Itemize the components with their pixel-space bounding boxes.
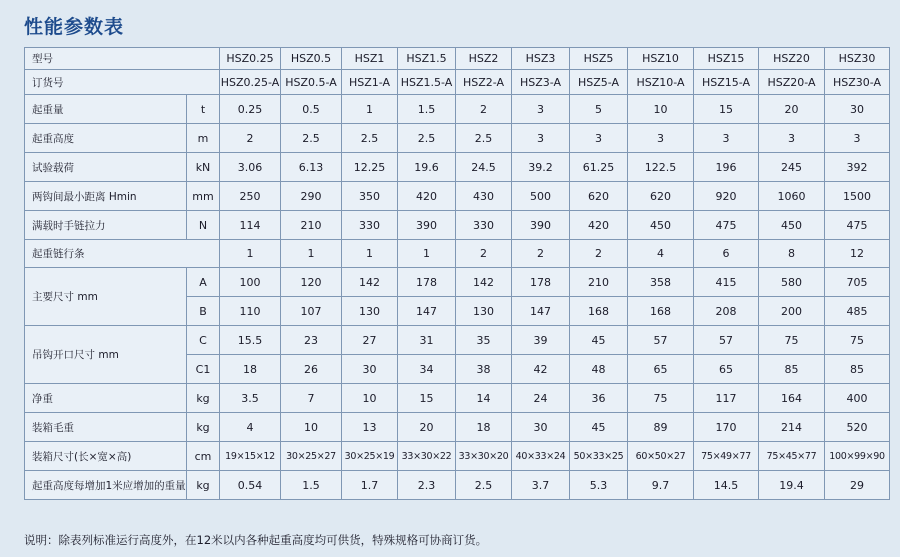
cell-A: 100 — [220, 268, 281, 297]
cell-C: 75 — [825, 326, 890, 355]
cell-box: 100×99×90 — [825, 442, 890, 471]
cell-net: 10 — [342, 384, 398, 413]
row-label-net: 净重 — [25, 384, 187, 413]
cell-extra: 29 — [825, 471, 890, 500]
cell-net: 7 — [281, 384, 342, 413]
cell-testload: 122.5 — [628, 153, 694, 182]
table-row-load — [25, 95, 890, 124]
sub-label-A: A — [187, 268, 220, 297]
cell-gross: 170 — [694, 413, 759, 442]
cell-model: HSZ1 — [342, 48, 398, 70]
cell-hmin: 420 — [398, 182, 456, 211]
cell-box: 33×30×20 — [456, 442, 512, 471]
page-title: 性能参数表 — [24, 16, 125, 38]
cell-extra: 9.7 — [628, 471, 694, 500]
cell-C1: 18 — [220, 355, 281, 384]
cell-model: HSZ15 — [694, 48, 759, 70]
unit-net: kg — [187, 384, 220, 413]
cell-gross: 18 — [456, 413, 512, 442]
cell-order: HSZ30-A — [825, 70, 890, 95]
row-label-extra: 起重高度每增加1米应增加的重量 — [25, 471, 187, 500]
cell-load: 1.5 — [398, 95, 456, 124]
cell-chains: 1 — [220, 240, 281, 268]
cell-net: 400 — [825, 384, 890, 413]
cell-order: HSZ2-A — [456, 70, 512, 95]
cell-B: 485 — [825, 297, 890, 326]
cell-chains: 8 — [759, 240, 825, 268]
cell-B: 110 — [220, 297, 281, 326]
cell-chains: 2 — [570, 240, 628, 268]
row-label-model: 型号 — [25, 48, 220, 70]
cell-B: 147 — [398, 297, 456, 326]
cell-order: HSZ3-A — [512, 70, 570, 95]
cell-hmin: 250 — [220, 182, 281, 211]
cell-load: 1 — [342, 95, 398, 124]
cell-C: 15.5 — [220, 326, 281, 355]
cell-height: 3 — [628, 124, 694, 153]
cell-box: 40×33×24 — [512, 442, 570, 471]
cell-load: 20 — [759, 95, 825, 124]
cell-testload: 196 — [694, 153, 759, 182]
cell-B: 200 — [759, 297, 825, 326]
cell-C1: 85 — [759, 355, 825, 384]
cell-A: 178 — [398, 268, 456, 297]
unit-box: cm — [187, 442, 220, 471]
cell-hmin: 350 — [342, 182, 398, 211]
cell-model: HSZ10 — [628, 48, 694, 70]
table-row-order — [25, 70, 890, 95]
table-row-box — [25, 442, 890, 471]
unit-gross: kg — [187, 413, 220, 442]
cell-model: HSZ0.5 — [281, 48, 342, 70]
table-row-testload — [25, 153, 890, 182]
row-label-testload: 试验载荷 — [25, 153, 187, 182]
cell-B: 107 — [281, 297, 342, 326]
cell-pull: 330 — [342, 211, 398, 240]
table-row-gross — [25, 413, 890, 442]
cell-testload: 19.6 — [398, 153, 456, 182]
cell-net: 75 — [628, 384, 694, 413]
table-row-hmin — [25, 182, 890, 211]
cell-C1: 34 — [398, 355, 456, 384]
cell-C1: 85 — [825, 355, 890, 384]
cell-B: 168 — [570, 297, 628, 326]
sub-label-C1: C1 — [187, 355, 220, 384]
cell-pull: 475 — [694, 211, 759, 240]
cell-chains: 2 — [512, 240, 570, 268]
cell-order: HSZ1.5-A — [398, 70, 456, 95]
cell-hmin: 500 — [512, 182, 570, 211]
row-label-box: 装箱尺寸(长×宽×高) — [25, 442, 187, 471]
table-row-extra — [25, 471, 890, 500]
cell-model: HSZ20 — [759, 48, 825, 70]
cell-extra: 2.5 — [456, 471, 512, 500]
cell-C: 35 — [456, 326, 512, 355]
footnote: 说明：除表列标准运行高度外，在12米以内各种起重高度均可供货，特殊规格可协商订货。 — [24, 533, 488, 547]
cell-pull: 450 — [628, 211, 694, 240]
cell-height: 3 — [759, 124, 825, 153]
cell-extra: 2.3 — [398, 471, 456, 500]
cell-A: 210 — [570, 268, 628, 297]
cell-testload: 245 — [759, 153, 825, 182]
cell-model: HSZ5 — [570, 48, 628, 70]
cell-hmin: 1500 — [825, 182, 890, 211]
cell-C1: 65 — [628, 355, 694, 384]
row-label-chains: 起重链行条 — [25, 240, 220, 268]
cell-C1: 42 — [512, 355, 570, 384]
cell-testload: 39.2 — [512, 153, 570, 182]
cell-B: 130 — [456, 297, 512, 326]
cell-order: HSZ15-A — [694, 70, 759, 95]
cell-load: 5 — [570, 95, 628, 124]
cell-A: 142 — [342, 268, 398, 297]
cell-height: 3 — [512, 124, 570, 153]
cell-pull: 330 — [456, 211, 512, 240]
cell-pull: 210 — [281, 211, 342, 240]
cell-order: HSZ0.5-A — [281, 70, 342, 95]
cell-load: 0.5 — [281, 95, 342, 124]
cell-gross: 89 — [628, 413, 694, 442]
cell-C: 31 — [398, 326, 456, 355]
cell-hmin: 620 — [628, 182, 694, 211]
cell-C: 75 — [759, 326, 825, 355]
cell-C: 39 — [512, 326, 570, 355]
cell-chains: 2 — [456, 240, 512, 268]
cell-pull: 390 — [398, 211, 456, 240]
cell-B: 130 — [342, 297, 398, 326]
cell-A: 358 — [628, 268, 694, 297]
sub-label-B: B — [187, 297, 220, 326]
cell-net: 24 — [512, 384, 570, 413]
cell-extra: 5.3 — [570, 471, 628, 500]
cell-B: 147 — [512, 297, 570, 326]
cell-testload: 24.5 — [456, 153, 512, 182]
cell-C: 23 — [281, 326, 342, 355]
cell-net: 3.5 — [220, 384, 281, 413]
cell-order: HSZ20-A — [759, 70, 825, 95]
cell-B: 208 — [694, 297, 759, 326]
table-row-net — [25, 384, 890, 413]
cell-A: 178 — [512, 268, 570, 297]
cell-gross: 10 — [281, 413, 342, 442]
row-label-load: 起重量 — [25, 95, 187, 124]
cell-pull: 114 — [220, 211, 281, 240]
cell-gross: 13 — [342, 413, 398, 442]
unit-load: t — [187, 95, 220, 124]
cell-extra: 1.5 — [281, 471, 342, 500]
group-label-main_dim: 主要尺寸 mm — [25, 268, 187, 326]
cell-box: 75×49×77 — [694, 442, 759, 471]
cell-A: 705 — [825, 268, 890, 297]
row-label-hmin: 两钩间最小距离 Hmin — [25, 182, 187, 211]
cell-model: HSZ3 — [512, 48, 570, 70]
group-label-hook_dim: 吊钩开口尺寸 mm — [25, 326, 187, 384]
cell-hmin: 620 — [570, 182, 628, 211]
cell-box: 75×45×77 — [759, 442, 825, 471]
cell-net: 15 — [398, 384, 456, 413]
cell-extra: 19.4 — [759, 471, 825, 500]
cell-load: 2 — [456, 95, 512, 124]
cell-A: 142 — [456, 268, 512, 297]
cell-testload: 12.25 — [342, 153, 398, 182]
table-row-model — [25, 48, 890, 70]
cell-height: 3 — [570, 124, 628, 153]
cell-gross: 4 — [220, 413, 281, 442]
cell-testload: 61.25 — [570, 153, 628, 182]
cell-net: 36 — [570, 384, 628, 413]
cell-order: HSZ5-A — [570, 70, 628, 95]
spec-table — [24, 47, 890, 500]
cell-C: 27 — [342, 326, 398, 355]
cell-hmin: 1060 — [759, 182, 825, 211]
cell-gross: 520 — [825, 413, 890, 442]
cell-C: 45 — [570, 326, 628, 355]
cell-height: 2 — [220, 124, 281, 153]
unit-hmin: mm — [187, 182, 220, 211]
cell-hmin: 290 — [281, 182, 342, 211]
cell-hmin: 920 — [694, 182, 759, 211]
cell-extra: 1.7 — [342, 471, 398, 500]
cell-order: HSZ0.25-A — [220, 70, 281, 95]
cell-net: 164 — [759, 384, 825, 413]
cell-model: HSZ1.5 — [398, 48, 456, 70]
cell-height: 3 — [694, 124, 759, 153]
cell-chains: 4 — [628, 240, 694, 268]
unit-testload: kN — [187, 153, 220, 182]
table-row-chains — [25, 240, 890, 268]
cell-load: 10 — [628, 95, 694, 124]
cell-box: 50×33×25 — [570, 442, 628, 471]
table-row-C — [25, 326, 890, 355]
cell-testload: 392 — [825, 153, 890, 182]
cell-C1: 30 — [342, 355, 398, 384]
cell-height: 2.5 — [342, 124, 398, 153]
row-label-pull: 满载时手链拉力 — [25, 211, 187, 240]
cell-model: HSZ2 — [456, 48, 512, 70]
cell-pull: 450 — [759, 211, 825, 240]
cell-load: 30 — [825, 95, 890, 124]
unit-pull: N — [187, 211, 220, 240]
cell-load: 3 — [512, 95, 570, 124]
cell-chains: 6 — [694, 240, 759, 268]
cell-order: HSZ1-A — [342, 70, 398, 95]
cell-box: 33×30×22 — [398, 442, 456, 471]
cell-chains: 1 — [398, 240, 456, 268]
row-label-gross: 装箱毛重 — [25, 413, 187, 442]
cell-extra: 3.7 — [512, 471, 570, 500]
cell-A: 415 — [694, 268, 759, 297]
cell-A: 580 — [759, 268, 825, 297]
cell-chains: 1 — [281, 240, 342, 268]
row-label-height: 起重高度 — [25, 124, 187, 153]
table-row-A — [25, 268, 890, 297]
cell-height: 3 — [825, 124, 890, 153]
cell-gross: 30 — [512, 413, 570, 442]
unit-height: m — [187, 124, 220, 153]
cell-testload: 6.13 — [281, 153, 342, 182]
cell-A: 120 — [281, 268, 342, 297]
table-row-pull — [25, 211, 890, 240]
row-label-order: 订货号 — [25, 70, 220, 95]
cell-height: 2.5 — [398, 124, 456, 153]
cell-pull: 475 — [825, 211, 890, 240]
cell-net: 14 — [456, 384, 512, 413]
spec-table-wrapper — [24, 47, 886, 500]
cell-chains: 1 — [342, 240, 398, 268]
table-row-height — [25, 124, 890, 153]
cell-C1: 26 — [281, 355, 342, 384]
cell-pull: 420 — [570, 211, 628, 240]
cell-pull: 390 — [512, 211, 570, 240]
cell-net: 117 — [694, 384, 759, 413]
cell-box: 60×50×27 — [628, 442, 694, 471]
cell-extra: 14.5 — [694, 471, 759, 500]
cell-extra: 0.54 — [220, 471, 281, 500]
cell-box: 30×25×27 — [281, 442, 342, 471]
cell-C1: 65 — [694, 355, 759, 384]
cell-C: 57 — [628, 326, 694, 355]
unit-extra: kg — [187, 471, 220, 500]
cell-height: 2.5 — [456, 124, 512, 153]
cell-height: 2.5 — [281, 124, 342, 153]
cell-testload: 3.06 — [220, 153, 281, 182]
sub-label-C: C — [187, 326, 220, 355]
cell-load: 0.25 — [220, 95, 281, 124]
cell-box: 30×25×19 — [342, 442, 398, 471]
cell-model: HSZ30 — [825, 48, 890, 70]
cell-chains: 12 — [825, 240, 890, 268]
cell-gross: 214 — [759, 413, 825, 442]
cell-model: HSZ0.25 — [220, 48, 281, 70]
cell-gross: 45 — [570, 413, 628, 442]
cell-C1: 48 — [570, 355, 628, 384]
cell-B: 168 — [628, 297, 694, 326]
cell-C1: 38 — [456, 355, 512, 384]
cell-gross: 20 — [398, 413, 456, 442]
cell-load: 15 — [694, 95, 759, 124]
cell-order: HSZ10-A — [628, 70, 694, 95]
cell-hmin: 430 — [456, 182, 512, 211]
cell-box: 19×15×12 — [220, 442, 281, 471]
cell-C: 57 — [694, 326, 759, 355]
